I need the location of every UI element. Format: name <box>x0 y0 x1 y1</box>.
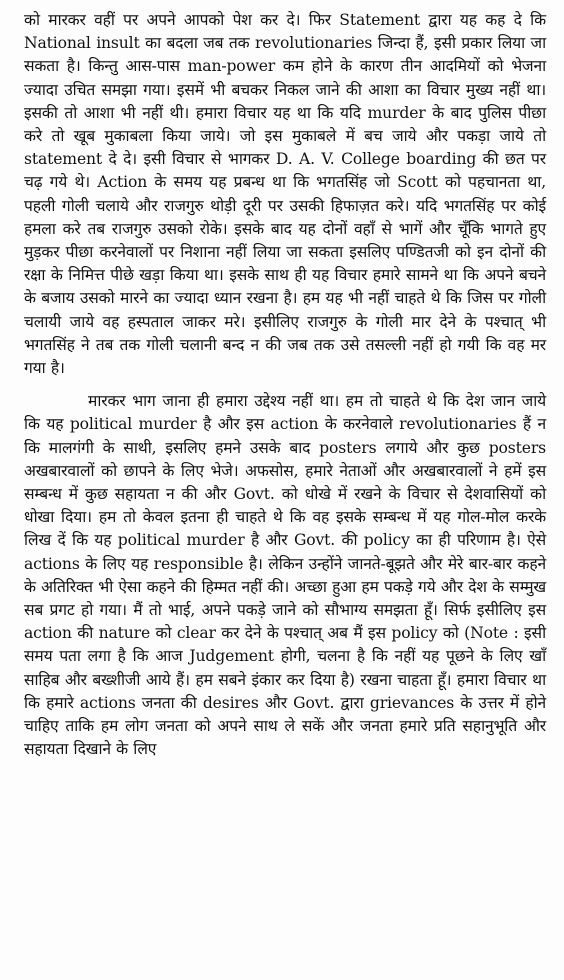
paragraph-2: मारकर भाग जाना ही हमारा उद्देश्य नहीं था। हम तो चाहते थे कि देश जान जाये कि यह political murder है और इस action के करनेवाले revolutionaries हैं न कि मालगंगी के साथी, इसलिए हमने उसके बाद posters लगाये और कुछ posters अखबारवालों को छापने के लिए भेजे। अफसोस, हमारे नेताओं और अखबारवालों ने हमें इस सम्बन्ध में कुछ सहायता न की और Govt. को धोखे में रखने के विचार से देशवासियों को धोखा दिया। हम तो केवल इतना ही चाहते थे कि वह इसके सम्बन्ध में यह गोल-मोल करके लिख दें कि यह political murder है और Govt. की policy का ही परिणाम है। ऐसे actions के लिए यह responsible है। लेकिन उन्होंने जानते-बूझते और मेरे बार-बार कहने के अतिरिक्त भी ऐसा कहने की हिम्मत नहीं की। अच्छा हुआ हम पकड़े गये और देश के सम्मुख सब प्रगट हो गया। मैं तो भाई, अपने पकड़े जाने को सौभाग्य समझता हूँ। सिर्फ इसीलिए इस action की nature को clear कर देने के पश्चात् अब मैं इस policy को (Note : इसी समय पता लगा है कि आज Judgement होगी, चलना है कि नहीं यह पूछने के लिए खाँ साहिब और बख्शीजी आये हैं। हम सबने इंकार कर दिया है) रखना चाहता हूँ। हमारा विचार था कि हमारे actions जनता की desires और Govt. द्वारा grievances के उत्तर में होने चाहिए ताकि हम लोग जनता को अपने साथ ले सकें और जनता हमारे प्रति सहानुभूति और सहायता दिखाने के लिए <box>24 392 546 759</box>
paragraph-1: को मारकर वहीं पर अपने आपको पेश कर दे। फिर Statement द्वारा यह कह दे कि National insult का बदला जब तक revolutionaries जिन्दा हैं, इसी प्रकार लिया जा सकता है। किन्तु आस-पास man-power कम होने के कारण तीन आदमियों को भेजना ज्यादा उचित समझा गया। इसमें भी बचकर निकल जाने की आशा का विचार मुख्य नहीं था। इसकी तो आशा भी नहीं थी। हमारा विचार यह था कि यदि murder के बाद पुलिस पीछा करे तो खूब मुकाबला किया जाये। जो इस मुकाबले में बच जाये और पकड़ा जाये तो statement दे दे। इसी विचार से भागकर D. A. V. College boarding की छत पर चढ़ गये थे। Action के समय यह प्रबन्ध था कि भगतसिंह जो Scott को पहचानता था, पहली गोली चलाये और राजगुरु थोड़ी दूरी पर उसकी हिफाज़त करे। यदि भगतसिंह पर कोई हमला करे तब राजगुरु उसको रोके। इसके बाद यह दोनों वहाँ से भागें और चूँकि भागते हुए मुड़कर पीछा करनेवालों पर निशाना नहीं लिया जा सकता इसलिए पण्डितजी को इन दोनों की रक्षा के निमित्त पीछे खड़ा किया था। इसके साथ ही यह विचार हमारे सामने था कि अपने बचने के बजाय उसको मारने का ज्यादा ध्यान रखना है। हम यह भी नहीं चाहते थे कि जिस पर गोली चलायी जाये वह हस्पताल जाकर मरे। इसीलिए राजगुरु के गोली मार देने के पश्चात् भी भगतसिंह ने तब तक गोली चलानी बन्द न की जब तक उसे तसल्ली नहीं हो गयी कि वह मर गया है। <box>24 11 546 378</box>
